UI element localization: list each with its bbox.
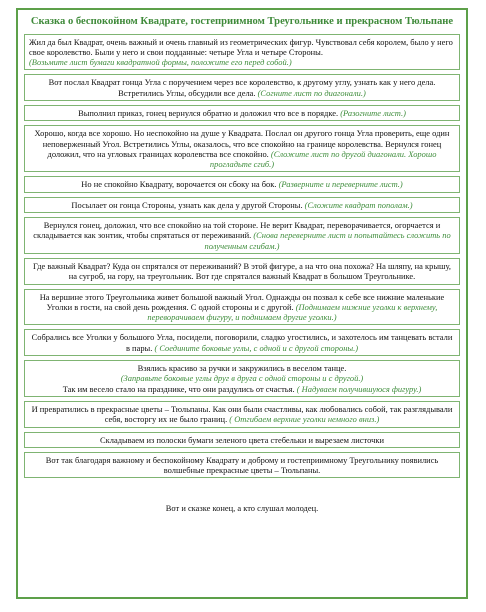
- instruction-hint: (Возьмите лист бумаги квадратной формы, положите его перед собой.): [29, 57, 292, 68]
- paragraph-4: [24, 125, 460, 172]
- paragraph-1: [24, 34, 460, 71]
- paragraph-text: Где важный Квадрат? Куда он спрятался от переживаний? В этой фигуре, а на что она похожа? На шляпу, на крышу, на сугроб, на гору, на треугольник. Вот где спрятался важный Квадрат в большом Треугольнике.: [33, 260, 451, 282]
- paragraph-text: Взялись красиво за ручки и закружились в веселом танце.: [137, 363, 347, 374]
- paragraph-14: [24, 452, 460, 479]
- instruction-hint: (Заправьте боковые углы друг в друга с одной стороны и с другой.): [120, 373, 364, 384]
- instruction-hint: ( Надуваем получившуюся фигуру.): [296, 383, 422, 394]
- paragraph-3: [24, 105, 460, 121]
- paragraph-text: Складываем из полоски бумаги зеленого цвета стебельки и вырезаем листочки: [100, 434, 384, 445]
- paragraph-text: Вот послал Квадрат гонца Угла с поручением через все королевство, к другому углу, узнать как у него дела. Встретились Углы, обсудили все дела.: [48, 77, 436, 98]
- paragraph-11: [24, 360, 460, 397]
- instruction-hint: (Сложите лист по другой диагонали. Хорошо прогладьте сгиб.): [209, 148, 437, 170]
- paragraph-text: Вернулся гонец, доложил, что все спокойно на той стороне. Не верит Квадрат, переворачивается, огорчается и складывается как зонтик, чтобы спрятаться от переживаний.: [33, 220, 441, 241]
- paragraph-text: Хорошо, когда все хорошо. Но неспокойно на душе у Квадрата. Послал он другого гонца Угла проверить, еще один неповерженный Угол. Встретились Углы, оказалось, что все спокойно на границе королевства. Вернулся гонец доложил, что на угловых границах королевства все спокойно.: [34, 128, 450, 159]
- instruction-hint: (Разверните и переверните лист.): [278, 179, 403, 190]
- paragraph-5: [24, 176, 460, 192]
- instruction-hint: (Поднимаем нижние уголки к верхнему, переворачиваем фигуру, и поднимаем другие уголки.): [147, 301, 438, 323]
- instruction-hint: ( Отгибаем верхние уголки немного вниз.): [229, 414, 380, 425]
- paragraph-text: Но не спокойно Квадрату, ворочается он сбоку на бок.: [81, 179, 277, 190]
- story-title: Сказка о беспокойном Квадрате, гостеприимном Треугольнике и прекрасном Тюльпане: [30, 16, 454, 27]
- instruction-hint: ( Соедините боковые углы, с одной и с другой стороны.): [154, 342, 359, 353]
- paragraph-10: [24, 329, 460, 356]
- instruction-hint: (Согните лист по диагонали.): [257, 87, 366, 98]
- paragraph-text: Жил да был Квадрат, очень важный и очень главный из геометрических фигур. Чувствовал себя королем, было у него свое королевство. Были у него и свои подданные: четыре Угла и четыре Стороны.: [29, 36, 453, 57]
- paragraph-text: Собрались все Уголки у большого Угла, посидели, поговорили, сладко угостились, и захотелось им танцевать встали в пары.: [31, 332, 453, 353]
- paragraph-text: Посылает он гонца Стороны, узнать как дела у другой Стороны.: [71, 199, 303, 210]
- ending-line: [24, 500, 460, 516]
- paragraph-2: [24, 74, 460, 101]
- instruction-hint: (Сложите квадрат пополам.): [304, 199, 413, 210]
- paragraph-text: На вершине этого Треугольника живет большой важный Угол. Однажды он позвал к себе все нижние маленькие Уголки в гости, на свой день рождения. С одной стороны и с другой.: [39, 291, 445, 312]
- paragraph-9: [24, 289, 460, 326]
- paragraph-text: Так им весело стало на празднике, что они раздулись от счастья.: [62, 383, 295, 394]
- paragraph-6: [24, 197, 460, 213]
- paragraph-text: И превратились в прекрасные цветы – Тюльпаны. Как они были счастливы, как любовались собой, так разглядывали себя, восторгу их не было границ.: [31, 403, 453, 425]
- paragraph-13: [24, 432, 460, 448]
- paragraph-12: [24, 401, 460, 428]
- paragraph-8: [24, 258, 460, 285]
- instruction-hint: (Разогните лист.): [340, 107, 406, 118]
- paragraph-text: Выполнил приказ, гонец вернулся обратно и доложил что все в порядке.: [78, 107, 339, 118]
- paragraph-text: Вот так благодаря важному и беспокойному Квадрату и доброму и гостеприимному Треугольнику появились волшебные прекрасные цветы – Тюльпаны.: [45, 454, 439, 476]
- paragraph-text: Вот и сказке конец, а кто слушал молодец.: [165, 503, 319, 514]
- story-page: [16, 8, 468, 599]
- paragraph-7: [24, 217, 460, 254]
- instruction-hint: (Снова переверните лист и попытайтесь сложить по полученным сгибам.): [204, 230, 451, 251]
